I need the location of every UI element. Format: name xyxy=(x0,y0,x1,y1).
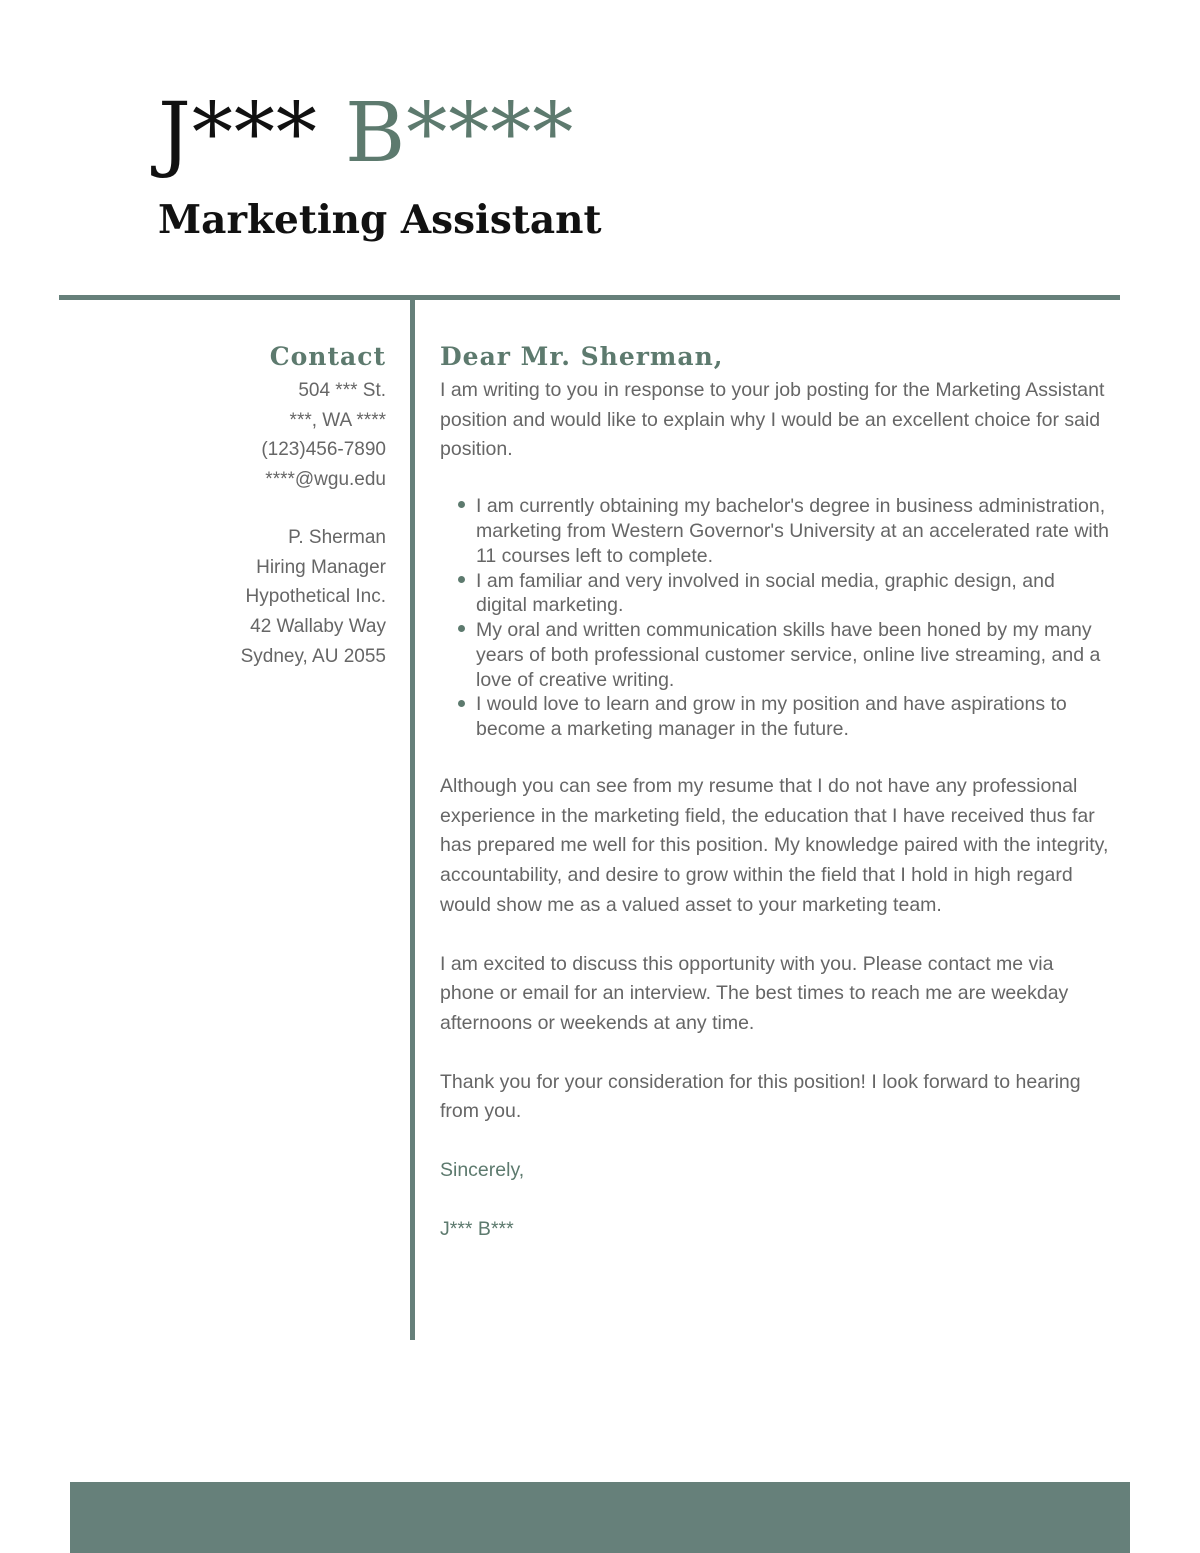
recipient-street: 42 Wallaby Way xyxy=(250,615,386,637)
qualifications-list xyxy=(440,494,1110,742)
contact-address-line1: 504 *** St. xyxy=(298,380,386,401)
job-title: Marketing Assistant xyxy=(158,197,602,243)
contact-heading: Contact xyxy=(269,342,386,371)
contact-phone: (123)456-7890 xyxy=(261,439,386,461)
salutation: Dear Mr. Sherman, xyxy=(440,342,724,371)
bullet-icon xyxy=(458,576,465,583)
bullet-icon xyxy=(458,501,465,508)
letter-body xyxy=(440,338,1110,1245)
body-paragraph-3: Thank you for your consideration for this position! I look forward to hearing from you. xyxy=(440,1070,1081,1123)
intro-paragraph: I am writing to you in response to your job posting for the Marketing Assistant position and would like to explain why I would be an excellent choice for said position. xyxy=(440,379,1105,461)
sidebar xyxy=(150,338,386,671)
list-item: I am currently obtaining my bachelor's degree in business administration, marketing from Western Governor's University at an accelerated rate with 11 courses left to complete. xyxy=(440,494,1110,568)
applicant-last-name: B**** xyxy=(344,86,575,181)
body-paragraph-2: I am excited to discuss this opportunity with you. Please contact me via phone or email for an interview. The best times to reach me are weekday afternoons or weekends at any time. xyxy=(440,952,1069,1034)
bullet-icon xyxy=(458,700,465,707)
list-item: I am familiar and very involved in social media, graphic design, and digital marketing. xyxy=(440,569,1110,619)
column-divider xyxy=(410,300,415,1340)
list-item: My oral and written communication skills have been honed by my many years of both professional customer service, online live streaming, and a love of creative writing. xyxy=(440,618,1110,692)
recipient-company: Hypothetical Inc. xyxy=(245,586,386,608)
footer-bar xyxy=(70,1482,1130,1553)
applicant-name xyxy=(158,84,574,184)
recipient-title: Hiring Manager xyxy=(256,556,386,578)
bullet-icon xyxy=(458,625,465,632)
signature: J*** B*** xyxy=(440,1217,514,1240)
header-divider xyxy=(59,295,1120,300)
contact-address-line2: ***, WA **** xyxy=(289,409,386,431)
closing: Sincerely, xyxy=(440,1159,525,1182)
body-paragraph-1: Although you can see from my resume that I do not have any professional experience in the marketing field, the education that I have received thus far has prepared me well for this position. My knowledge paired with the integrity, accountability, and desire to grow within the field that I hold in high regard would show me as a valued asset to your marketing team. xyxy=(440,775,1109,916)
list-item: I would love to learn and grow in my position and have aspirations to become a marketing manager in the future. xyxy=(440,692,1110,742)
contact-email: ****@wgu.edu xyxy=(265,469,386,491)
recipient-city: Sydney, AU 2055 xyxy=(240,645,386,667)
applicant-first-name: J*** xyxy=(158,86,318,181)
recipient-name: P. Sherman xyxy=(288,526,386,548)
